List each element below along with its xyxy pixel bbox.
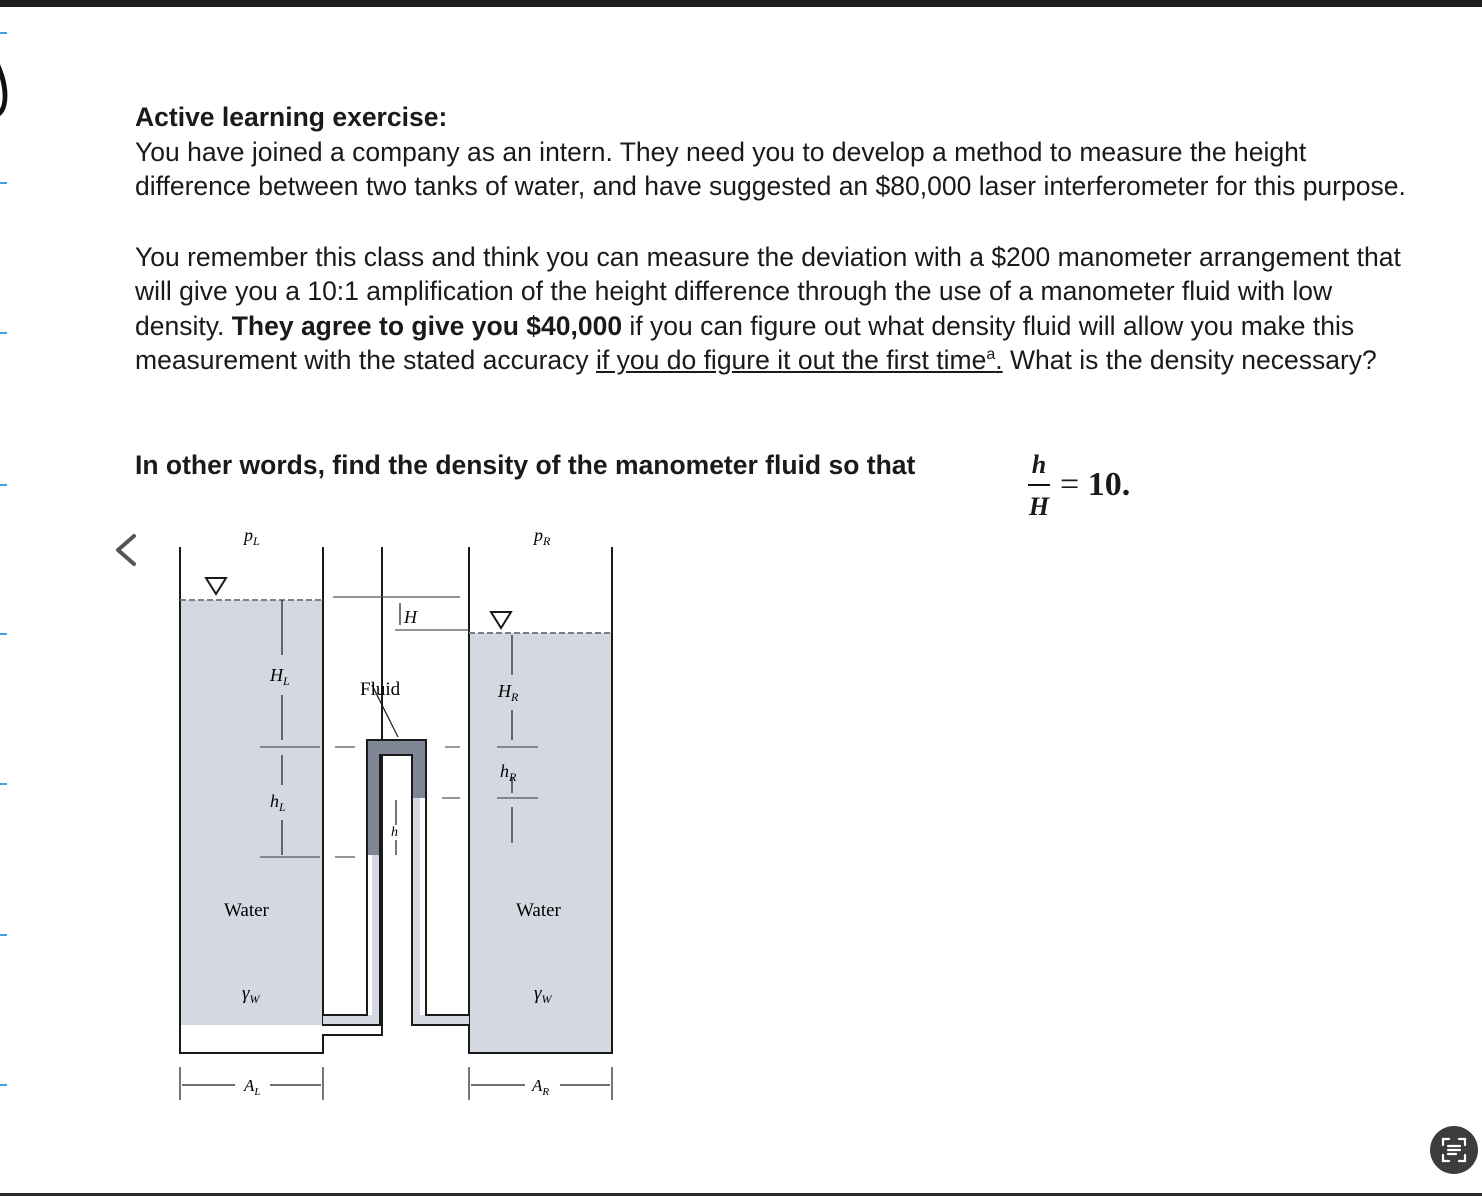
footnote-marker: a <box>986 346 996 364</box>
A-right-label: $A_R$ <box>532 1076 550 1098</box>
first-time-text: if you do figure it out the first time$^a$. <box>596 345 1003 375</box>
tube-water <box>323 745 469 1025</box>
manometer-diagram <box>160 515 640 1115</box>
edge-tick <box>0 633 7 635</box>
water-right-label: Water <box>516 900 561 921</box>
H-label: H <box>404 607 417 627</box>
text-scan-button[interactable] <box>1430 1126 1478 1174</box>
edge-tick <box>0 934 7 936</box>
edge-tick <box>0 484 7 486</box>
edge-tick <box>0 783 7 785</box>
task-text: You remember this class and think you can measure the deviation with a $200 manometer arrangement that will give you a 10:1 amplification of the height difference through the use of a manometer fluid with low density. <box>135 241 1401 341</box>
h-right-label: $h_R$ <box>500 761 517 784</box>
reward-text: They agree to give you $40,000 <box>231 310 623 341</box>
left-water <box>180 600 323 1025</box>
right-surface-marker-icon <box>491 612 511 628</box>
manometer-tube <box>323 740 469 1025</box>
left-surface-marker-icon <box>206 578 226 594</box>
equals-sign: = <box>1060 466 1080 503</box>
edge-tick <box>0 182 7 184</box>
text-scan-icon <box>1439 1135 1469 1165</box>
edge-tick <box>0 332 7 334</box>
fraction-denominator: H <box>1028 492 1050 521</box>
right-tank <box>469 547 612 1053</box>
gamma-left-label: $\gamma_W$ <box>242 983 260 1006</box>
ratio-value: 10. <box>1087 466 1131 503</box>
edge-tick <box>0 32 7 34</box>
tube-outer-wall <box>323 740 469 1015</box>
task-text-2: if you can figure out what density fluid will allow you make this measurement with the stated accuracy <box>135 310 1355 375</box>
fraction-bar <box>1028 484 1050 486</box>
gamma-right-label: $\gamma_W$ <box>534 983 552 1006</box>
tube-inner-wall <box>323 755 469 1025</box>
restated-question: In other words, find the density of the manometer fluid so that <box>135 450 916 480</box>
exercise-heading: Active learning exercise: <box>135 102 448 132</box>
previous-page-button[interactable] <box>108 528 148 572</box>
h-label: h <box>391 825 398 840</box>
p-right-label: $p_R$ <box>534 525 551 548</box>
h-left-label: $h_L$ <box>270 791 286 814</box>
task-paragraph <box>135 240 1415 378</box>
edge-tick <box>0 1084 7 1086</box>
A-left-label: $A_L$ <box>244 1076 261 1098</box>
fluid-label: Fluid <box>360 679 401 700</box>
H-left-label: $H_L$ <box>270 665 290 688</box>
intro-paragraph: You have joined a company as an intern. They need you to develop a method to measure the height difference between two tanks of water, and have suggested an $80,000 laser interferometer for this purpose. <box>135 136 1406 201</box>
p-left-label: $p_L$ <box>244 525 260 548</box>
question-text: What is the density necessary? <box>1002 345 1377 375</box>
top-bar <box>0 0 1482 7</box>
ratio-equation <box>1060 466 1130 504</box>
fraction-numerator: h <box>1031 450 1047 479</box>
chevron-left-icon <box>108 528 148 572</box>
water-left-label: Water <box>224 900 269 921</box>
edge-arc <box>0 31 17 124</box>
exercise-text <box>135 100 1415 378</box>
H-right-label: $H_R$ <box>498 681 519 704</box>
